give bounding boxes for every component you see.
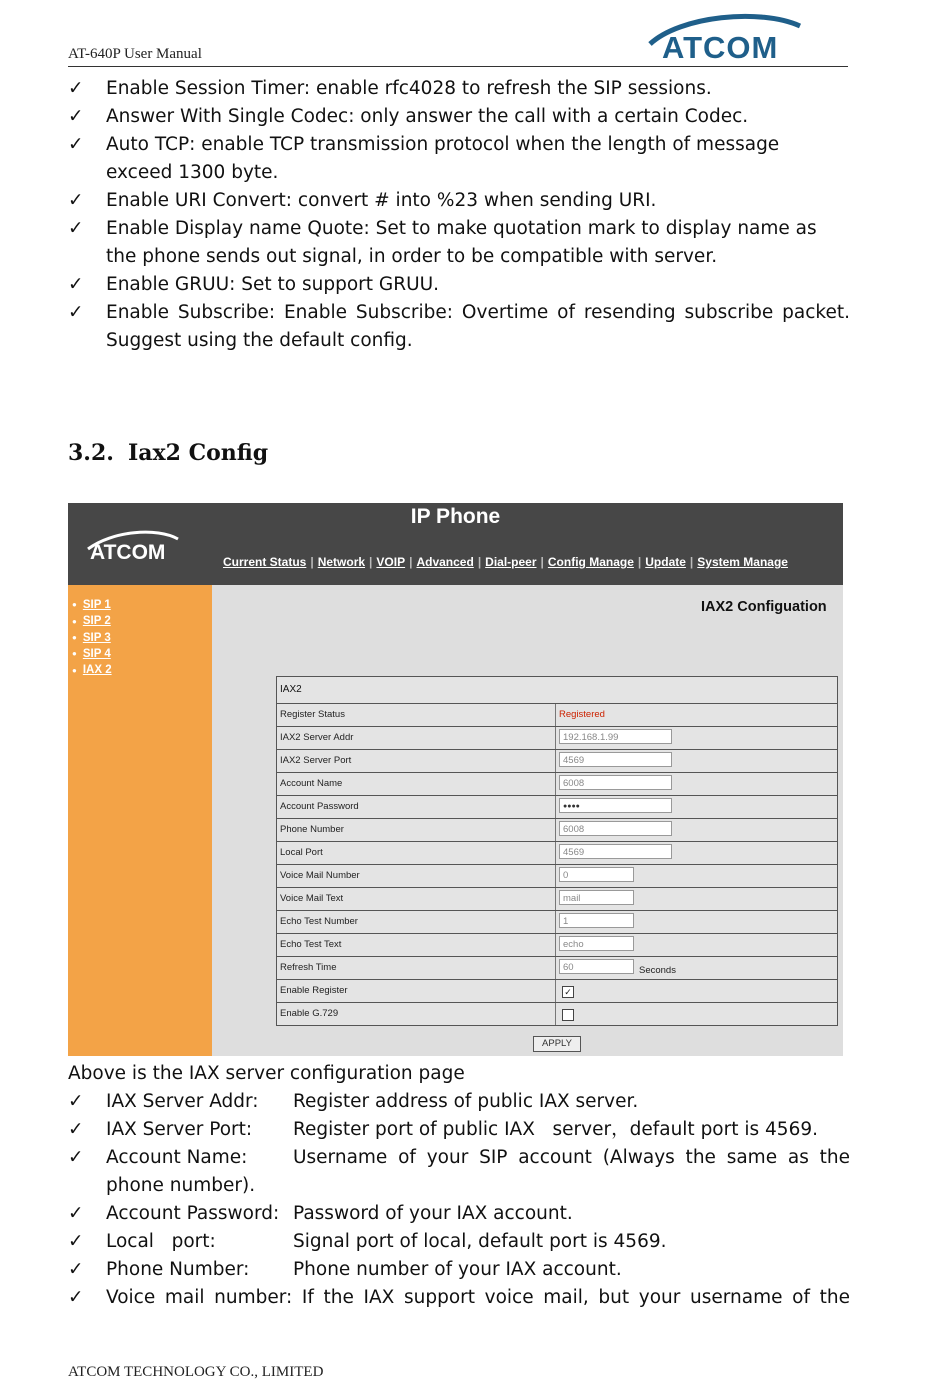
- enable-register-checkbox[interactable]: ✓: [562, 986, 574, 998]
- iax2-page-title: IAX2 Configuation: [701, 599, 827, 615]
- nav-voip[interactable]: VOIP: [376, 555, 406, 569]
- check-icon: ✓: [68, 134, 84, 155]
- check-icon: ✓: [68, 274, 84, 295]
- check-icon: ✓: [68, 1231, 84, 1252]
- row-echo-test-text: Echo Test Text echo: [277, 934, 837, 957]
- row-voice-mail-number: Voice Mail Number 0: [277, 865, 837, 888]
- web-nav: Current Status | Network | VOIP | Advanced | Dial-peer | Config Manage | Update | System Manage: [223, 555, 788, 569]
- server-addr-input[interactable]: 192.168.1.99: [559, 729, 672, 744]
- server-port-input[interactable]: 4569: [559, 752, 672, 767]
- check-icon: ✓: [68, 1203, 84, 1224]
- check-icon: ✓: [68, 1119, 84, 1140]
- check-icon: ✓: [68, 218, 84, 239]
- nav-config-manage[interactable]: Config Manage: [547, 555, 634, 569]
- check-icon: ✓: [68, 1091, 84, 1112]
- row-server-addr: IAX2 Server Addr 192.168.1.99: [277, 727, 837, 750]
- nav-network[interactable]: Network: [317, 555, 366, 569]
- row-enable-register: Enable Register ✓: [277, 980, 837, 1003]
- row-voice-mail-text: Voice Mail Text mail: [277, 888, 837, 911]
- refresh-time-input[interactable]: 60: [559, 959, 634, 974]
- echo-test-text-input[interactable]: echo: [559, 936, 634, 951]
- manual-header-title: AT-640P User Manual: [68, 46, 202, 62]
- side-link-iax2[interactable]: ● IAX 2: [72, 664, 112, 677]
- nav-current-status[interactable]: Current Status: [223, 555, 307, 569]
- header-rule: [68, 66, 848, 67]
- row-account-password: Account Password ●●●●: [277, 796, 837, 819]
- bullet-uri-convert: ✓ Enable URI Convert: convert # into %23 when sending URI.: [68, 187, 850, 215]
- iax2-config-table: [276, 676, 838, 1026]
- check-icon: ✓: [68, 1287, 84, 1308]
- iax2-config-screenshot: [68, 503, 843, 1056]
- side-link-sip2[interactable]: ● SIP 2: [72, 615, 111, 628]
- section-title: 3.2. Iax2 Config: [68, 440, 269, 466]
- row-refresh-time: Refresh Time 60 Seconds: [277, 957, 837, 980]
- check-icon: ✓: [68, 1147, 84, 1168]
- check-icon: ✓: [68, 190, 84, 211]
- side-link-sip1[interactable]: ● SIP 1: [72, 599, 111, 611]
- row-account-name: Account Name 6008: [277, 773, 837, 796]
- account-name-input[interactable]: 6008: [559, 775, 672, 790]
- table-caption: IAX2: [277, 677, 837, 704]
- page-footer: ATCOM TECHNOLOGY CO., LIMITED: [68, 1364, 324, 1380]
- web-app-title: IP Phone: [410, 505, 501, 528]
- nav-update[interactable]: Update: [645, 555, 686, 569]
- web-sidebar: [68, 585, 212, 1056]
- row-enable-g729: Enable G.729: [277, 1003, 837, 1025]
- check-icon: ✓: [68, 1259, 84, 1280]
- bullet-gruu: ✓ Enable GRUU: Set to support GRUU.: [68, 271, 850, 299]
- enable-g729-checkbox[interactable]: [562, 1009, 574, 1021]
- phone-number-input[interactable]: 6008: [559, 821, 672, 836]
- refresh-time-units: Seconds: [639, 965, 676, 976]
- side-link-sip3[interactable]: ● SIP 3: [72, 631, 111, 644]
- bullet-display-name-quote: ✓ Enable Display name Quote: Set to make quotation mark to display name as the phone sends out signal, in order to be compatible with server.: [68, 215, 850, 271]
- echo-test-number-input[interactable]: 1: [559, 913, 634, 928]
- row-register-status: Register Status Registered: [277, 704, 837, 727]
- nav-system-manage[interactable]: System Manage: [697, 555, 788, 569]
- local-port-input[interactable]: 4569: [559, 844, 672, 859]
- row-echo-test-number: Echo Test Number 1: [277, 911, 837, 934]
- bullet-single-codec: ✓ Answer With Single Codec: only answer the call with a certain Codec.: [68, 103, 850, 131]
- bullet-session-timer: ✓ Enable Session Timer: enable rfc4028 to refresh the SIP sessions.: [68, 75, 850, 103]
- row-phone-number: Phone Number 6008: [277, 819, 837, 842]
- check-icon: ✓: [68, 106, 84, 127]
- register-status-value: Registered: [559, 709, 605, 720]
- voice-mail-number-input[interactable]: 0: [559, 867, 634, 882]
- apply-button[interactable]: APPLY: [533, 1036, 581, 1052]
- nav-dial-peer[interactable]: Dial-peer: [485, 555, 537, 569]
- screenshot-caption: Above is the IAX server configuration page: [68, 1063, 465, 1084]
- bullet-auto-tcp: ✓ Auto TCP: enable TCP transmission protocol when the length of message exceed 1300 byte.: [68, 131, 850, 187]
- voice-mail-text-input[interactable]: mail: [559, 890, 634, 905]
- row-server-port: IAX2 Server Port 4569: [277, 750, 837, 773]
- atcom-logo: ATCOM: [640, 8, 805, 66]
- web-logo: ATCOM: [82, 527, 182, 573]
- nav-advanced[interactable]: Advanced: [416, 555, 474, 569]
- bullet-subscribe: ✓ Enable Subscribe: Enable Subscribe: Overtime of resending subscribe packet. Suggest using the default config.: [68, 299, 850, 355]
- web-header-bar: [68, 503, 843, 585]
- row-local-port: Local Port 4569: [277, 842, 837, 865]
- check-icon: ✓: [68, 78, 84, 99]
- check-icon: ✓: [68, 302, 84, 323]
- account-password-input[interactable]: ●●●●: [559, 798, 672, 813]
- side-link-sip4[interactable]: ● SIP 4: [72, 647, 111, 660]
